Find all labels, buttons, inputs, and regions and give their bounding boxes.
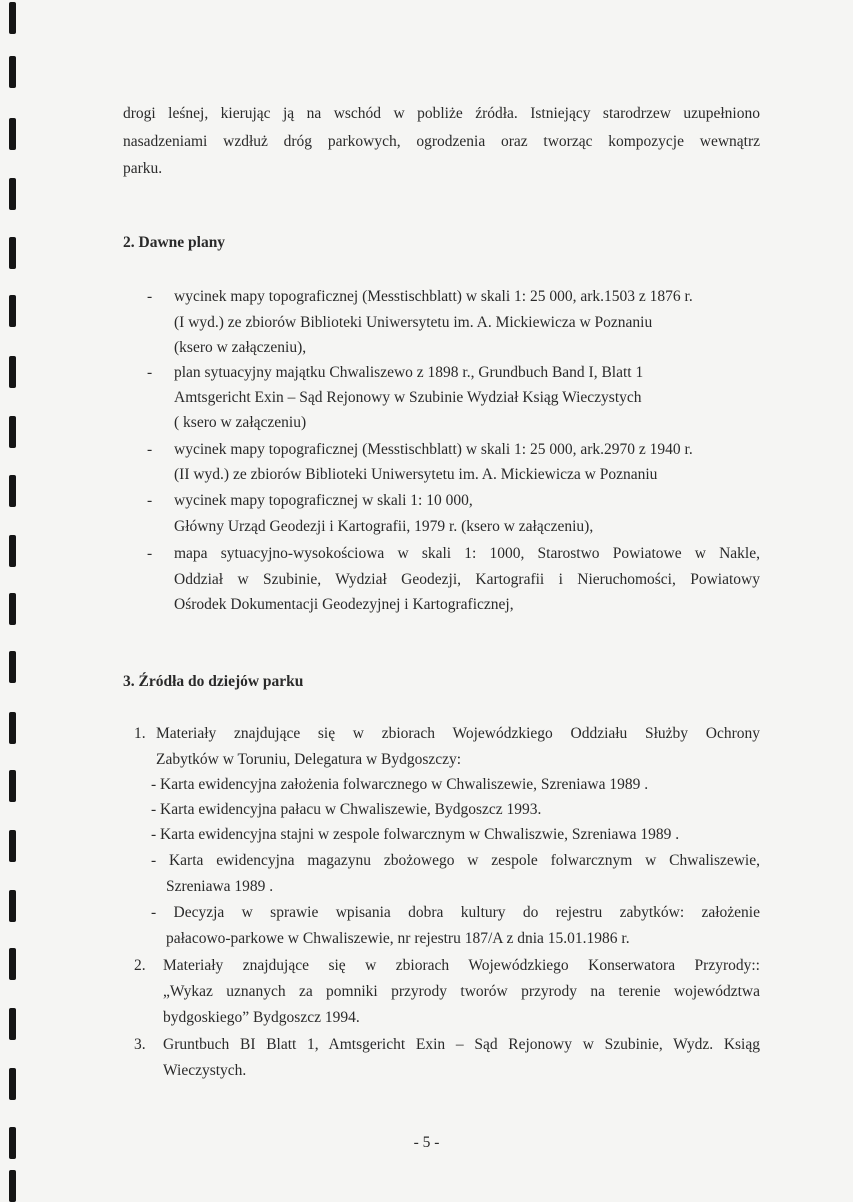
list-item-line: wycinek mapy topograficznej (Messtischblatt) w skali 1: 25 000, ark.2970 z 1940 r.	[174, 441, 693, 458]
binding-hole	[9, 2, 16, 34]
list-item-line: (I wyd.) ze zbiorów Biblioteki Uniwersytetu im. A. Mickiewicza w Poznaniu	[174, 314, 653, 331]
list-item-line: mapa sytuacyjno-wysokościowa w skali 1: 1000, Starostwo Powiatowe w Nakle,	[174, 545, 760, 562]
list-marker: 1.	[134, 725, 146, 742]
binding-hole	[9, 593, 16, 625]
list-marker: 2.	[134, 957, 146, 974]
binding-hole	[9, 712, 16, 744]
binding-hole	[9, 416, 16, 448]
list-marker: -	[147, 492, 153, 509]
sub-item-line: - Karta ewidencyjna magazynu zbożowego w zespole folwarcznym w Chwaliszewie,	[151, 852, 760, 869]
binding-hole	[9, 1008, 16, 1040]
binding-hole	[9, 651, 16, 683]
list-item-line: Główny Urząd Geodezji i Kartografii, 1979 r. (ksero w załączeniu),	[174, 518, 594, 535]
list-item-line: plan sytuacyjny majątku Chwaliszewo z 1898 r., Grundbuch Band I, Blatt 1	[174, 364, 644, 381]
list-item-line: „Wykaz uznanych za pomniki przyrody tworów przyrody na terenie województwa	[163, 983, 760, 1000]
list-item-line: Amtsgericht Exin – Sąd Rejonowy w Szubinie Wydział Ksiąg Wieczystych	[174, 389, 642, 406]
sub-item-line: - Karta ewidencyjna stajni w zespole folwarcznym w Chwaliszwie, Szreniawa 1989 .	[151, 826, 680, 843]
sub-item-line: pałacowo-parkowe w Chwaliszewie, nr rejestru 187/A z dnia 15.01.1986 r.	[166, 930, 630, 947]
binding-hole	[9, 295, 16, 327]
binding-hole	[9, 56, 16, 88]
list-item-line: Zabytków w Toruniu, Delegatura w Bydgoszczy:	[156, 751, 462, 768]
list-item-line: Materiały znajdujące się w zbiorach Wojewódzkiego Oddziału Służby Ochrony	[156, 725, 760, 742]
section-2-heading: 2. Dawne plany	[123, 234, 226, 251]
section-3-heading: 3. Źródła do dziejów parku	[123, 673, 304, 690]
list-marker: -	[147, 364, 153, 381]
list-item-line: wycinek mapy topograficznej (Messtischblatt) w skali 1: 25 000, ark.1503 z 1876 r.	[174, 288, 693, 305]
sub-item-line: Szreniawa 1989 .	[166, 878, 274, 895]
page-number: - 5 -	[413, 1134, 440, 1151]
sub-item-line: - Karta ewidencyjna założenia folwarcznego w Chwaliszewie, Szreniawa 1989 .	[151, 776, 649, 793]
list-marker: 3.	[134, 1036, 146, 1053]
list-marker: -	[147, 441, 153, 458]
list-item-line: (II wyd.) ze zbiorów Biblioteki Uniwersytetu im. A. Mickiewicza w Poznaniu	[174, 466, 658, 483]
list-marker: -	[147, 288, 153, 305]
list-item-line: Gruntbuch BI Blatt 1, Amtsgericht Exin – Sąd Rejonowy w Szubinie, Wydz. Ksiąg	[163, 1036, 760, 1053]
list-item-line: Materiały znajdujące się w zbiorach Wojewódzkiego Konserwatora Przyrody::	[163, 957, 760, 974]
sub-item-line: - Decyzja w sprawie wpisania dobra kultury do rejestru zabytków: założenie	[151, 904, 760, 921]
list-marker: -	[147, 545, 153, 562]
binding-holes	[0, 0, 30, 1199]
binding-hole	[9, 830, 16, 862]
intro-line: nasadzeniami wzdłuż dróg parkowych, ogrodzenia oraz tworząc kompozycje wewnątrz	[123, 133, 760, 150]
list-item-line: bydgoskiego” Bydgoszcz 1994.	[163, 1009, 360, 1026]
sub-item-line: - Karta ewidencyjna pałacu w Chwaliszewie, Bydgoszcz 1993.	[151, 801, 542, 818]
binding-hole	[9, 475, 16, 507]
list-item-line: (ksero w załączeniu),	[174, 339, 307, 356]
intro-line: drogi leśnej, kierując ją na wschód w pobliże źródła. Istniejący starodrzew uzupełniono	[123, 105, 760, 122]
list-item-line: Wieczystych.	[163, 1062, 247, 1079]
binding-hole	[9, 356, 16, 388]
binding-hole	[9, 770, 16, 802]
binding-hole	[9, 118, 16, 150]
list-item-line: Ośrodek Dokumentacji Geodezyjnej i Kartograficznej,	[174, 596, 514, 613]
binding-hole	[9, 178, 16, 210]
binding-hole	[9, 1068, 16, 1100]
binding-hole	[9, 237, 16, 269]
intro-line: parku.	[123, 160, 163, 177]
list-item-line: wycinek mapy topograficznej w skali 1: 10 000,	[174, 492, 473, 509]
binding-hole	[9, 535, 16, 567]
list-item-line: Oddział w Szubinie, Wydział Geodezji, Kartografii i Nieruchomości, Powiatowy	[174, 571, 760, 588]
binding-hole	[9, 948, 16, 980]
binding-hole	[9, 890, 16, 922]
list-item-line: ( ksero w załączeniu)	[174, 414, 307, 431]
binding-hole	[9, 1170, 16, 1202]
